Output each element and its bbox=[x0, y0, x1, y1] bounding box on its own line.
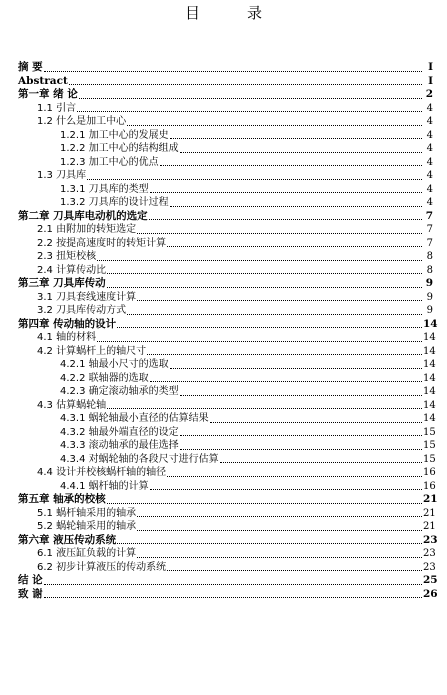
toc-entry-label: 5.1 蜗杆轴采用的轴承 bbox=[37, 507, 137, 519]
toc-entry-page-number: 2 bbox=[425, 88, 433, 100]
dot-leader bbox=[117, 327, 422, 328]
dot-leader bbox=[127, 125, 422, 126]
toc-entry-label: 4.3.3 滚动轴承的最佳选择 bbox=[60, 440, 179, 451]
toc-entry-page-number: 14 bbox=[423, 413, 436, 424]
dot-leader bbox=[137, 557, 422, 558]
toc-entry-page-number: 4 bbox=[426, 129, 433, 141]
toc-entry-label: Abstract bbox=[18, 74, 68, 87]
toc-entry-page-number: 9 bbox=[426, 291, 433, 303]
dot-leader bbox=[44, 597, 422, 598]
dot-leader bbox=[107, 273, 422, 274]
toc-entry-page-number: 7 bbox=[426, 237, 433, 249]
toc-entry-page-number: 15 bbox=[423, 453, 436, 465]
toc-entry-page-number: 8 bbox=[426, 264, 433, 276]
toc-entry-page-number: 14 bbox=[423, 359, 436, 370]
dot-leader bbox=[210, 422, 422, 423]
toc-entry-label: 第四章 传动轴的设计 bbox=[18, 317, 117, 330]
toc-entry-page-number: 14 bbox=[423, 386, 436, 397]
toc-entry-label: 2.3 扭矩校核 bbox=[37, 251, 97, 262]
toc-entry-label: 4.4.1 蜗杆轴的计算 bbox=[60, 480, 149, 492]
toc-entry-page-number: 9 bbox=[425, 277, 433, 289]
toc-entry-label: 2.1 由附加的转矩选定 bbox=[37, 224, 137, 235]
dot-leader bbox=[167, 570, 422, 571]
toc-entry[interactable] bbox=[0, 439, 447, 453]
toc-entry-label: 1.3 刀具库 bbox=[37, 170, 87, 181]
toc-entry-page-number: 14 bbox=[423, 332, 436, 343]
toc-entry-label: 第六章 液压传动系统 bbox=[18, 533, 117, 546]
toc-entry-label: 致 谢 bbox=[18, 587, 43, 600]
dot-leader bbox=[107, 408, 422, 409]
toc-entry-label: 4.2 计算蜗杆上的轴尺寸 bbox=[37, 345, 147, 357]
toc-entry[interactable] bbox=[0, 466, 447, 480]
toc-entry[interactable] bbox=[0, 520, 447, 534]
toc-entry[interactable] bbox=[0, 453, 447, 467]
toc-entry-label: 4.3.4 对蜗轮轴的各段尺寸进行估算 bbox=[60, 453, 219, 465]
toc-entry[interactable] bbox=[0, 534, 447, 548]
toc-entry-label: 摘 要 bbox=[18, 61, 43, 73]
toc-entry-label: 3.2 刀具库传动方式 bbox=[37, 305, 127, 316]
toc-entry-page-number: 4 bbox=[426, 170, 433, 181]
toc-entry[interactable] bbox=[0, 345, 447, 359]
dot-leader bbox=[69, 84, 422, 85]
toc-entry-label: 4.3 估算蜗轮轴 bbox=[37, 399, 107, 411]
dot-leader bbox=[137, 233, 422, 234]
toc-entry-page-number: I bbox=[428, 74, 433, 87]
toc-entry[interactable] bbox=[0, 507, 447, 521]
toc-entry[interactable] bbox=[0, 142, 447, 156]
toc-entry-label: 4.4 设计并校核蜗杆轴的轴径 bbox=[37, 467, 167, 478]
toc-entry-label: 1.2 什么是加工中心 bbox=[37, 116, 127, 127]
toc-entry[interactable] bbox=[0, 102, 447, 116]
toc-entry-label: 4.2.1 轴最小尺寸的选取 bbox=[60, 359, 169, 370]
dot-leader bbox=[170, 138, 422, 139]
dot-leader bbox=[44, 584, 422, 585]
toc-entry[interactable] bbox=[0, 358, 447, 372]
toc-entry-page-number: 15 bbox=[423, 426, 436, 438]
dot-leader bbox=[137, 530, 422, 531]
toc-entry-page-number: 16 bbox=[423, 467, 436, 478]
toc-entry-page-number: 15 bbox=[423, 440, 436, 451]
page-title: 目 录 bbox=[184, 4, 278, 22]
dot-leader bbox=[167, 476, 422, 477]
dot-leader bbox=[180, 449, 422, 450]
toc-entry[interactable] bbox=[0, 493, 447, 507]
toc-entry[interactable] bbox=[0, 196, 447, 210]
toc-entry[interactable] bbox=[0, 115, 447, 129]
toc-entry[interactable] bbox=[0, 331, 447, 345]
toc-entry-label: 1.2.1 加工中心的发展史 bbox=[60, 129, 169, 141]
toc-entry-label: 第一章 绪 论 bbox=[18, 88, 78, 100]
toc-entry-label: 2.2 按提高速度时的转矩计算 bbox=[37, 237, 167, 249]
toc-entry-page-number: 7 bbox=[426, 224, 433, 235]
toc-entry-label: 1.2.2 加工中心的结构组成 bbox=[60, 143, 179, 154]
toc-entry-page-number: 21 bbox=[423, 507, 436, 519]
toc-entry-label: 6.2 初步计算液压的传动系统 bbox=[37, 561, 167, 573]
dot-leader bbox=[107, 503, 422, 504]
toc-entry-label: 4.2.3 确定滚动轴承的类型 bbox=[60, 386, 179, 397]
toc-entry-label: 4.3.1 蜗轮轴最小直径的估算结果 bbox=[60, 413, 209, 424]
toc-entry-page-number: 21 bbox=[423, 493, 438, 505]
toc-entry[interactable] bbox=[0, 547, 447, 561]
toc-entry-page-number: 14 bbox=[423, 317, 438, 330]
dot-leader bbox=[160, 165, 422, 166]
toc-entry-page-number: 8 bbox=[426, 251, 433, 262]
toc-entry[interactable] bbox=[0, 237, 447, 251]
toc-entry-page-number: I bbox=[428, 61, 433, 73]
toc-entry-page-number: 7 bbox=[425, 209, 433, 222]
toc-entry-label: 1.2.3 加工中心的优点 bbox=[60, 156, 159, 168]
dot-leader bbox=[147, 354, 422, 355]
table-of-contents bbox=[0, 61, 447, 601]
toc-entry[interactable] bbox=[0, 304, 447, 318]
dot-leader bbox=[167, 246, 422, 247]
toc-entry-page-number: 23 bbox=[423, 548, 436, 559]
dot-leader bbox=[180, 435, 422, 436]
toc-entry[interactable] bbox=[0, 574, 447, 588]
toc-entry-label: 结 论 bbox=[18, 574, 43, 586]
dot-leader bbox=[79, 98, 422, 99]
toc-entry-page-number: 25 bbox=[423, 574, 438, 586]
dot-leader bbox=[97, 341, 422, 342]
toc-entry-page-number: 16 bbox=[423, 480, 436, 492]
toc-entry[interactable] bbox=[0, 291, 447, 305]
dot-leader bbox=[149, 219, 422, 220]
toc-entry-page-number: 23 bbox=[423, 533, 438, 546]
toc-entry[interactable] bbox=[0, 480, 447, 494]
dot-leader bbox=[180, 395, 422, 396]
toc-entry-label: 3.1 刀具套线速度计算 bbox=[37, 291, 137, 303]
toc-entry[interactable] bbox=[0, 156, 447, 170]
dot-leader bbox=[77, 111, 422, 112]
dot-leader bbox=[97, 260, 422, 261]
toc-entry-page-number: 21 bbox=[423, 521, 436, 532]
toc-entry-page-number: 14 bbox=[423, 399, 436, 411]
toc-entry[interactable] bbox=[0, 372, 447, 386]
dot-leader bbox=[87, 179, 422, 180]
toc-entry-label: 第二章 刀具库电动机的选定 bbox=[18, 209, 148, 222]
toc-entry[interactable] bbox=[0, 588, 447, 602]
toc-entry[interactable] bbox=[0, 277, 447, 291]
toc-entry[interactable] bbox=[0, 183, 447, 197]
dot-leader bbox=[170, 368, 422, 369]
toc-entry-page-number: 4 bbox=[426, 156, 433, 168]
dot-leader bbox=[127, 314, 422, 315]
toc-entry-page-number: 14 bbox=[423, 372, 436, 384]
toc-entry[interactable] bbox=[0, 129, 447, 143]
toc-entry-label: 6.1 液压缸负载的计算 bbox=[37, 548, 137, 559]
dot-leader bbox=[117, 543, 422, 544]
toc-entry[interactable] bbox=[0, 169, 447, 183]
dot-leader bbox=[44, 71, 422, 72]
dot-leader bbox=[150, 489, 422, 490]
dot-leader bbox=[220, 462, 422, 463]
toc-entry[interactable] bbox=[0, 264, 447, 278]
toc-entry[interactable] bbox=[0, 250, 447, 264]
toc-entry-label: 5.2 蜗轮轴采用的轴承 bbox=[37, 521, 137, 532]
toc-entry-label: 1.1 引言 bbox=[37, 102, 77, 114]
toc-entry-page-number: 14 bbox=[423, 345, 436, 357]
toc-entry[interactable] bbox=[0, 75, 447, 89]
dot-leader bbox=[150, 381, 422, 382]
toc-entry-page-number: 23 bbox=[423, 561, 436, 573]
toc-entry[interactable] bbox=[0, 318, 447, 332]
toc-entry[interactable] bbox=[0, 223, 447, 237]
dot-leader bbox=[150, 192, 422, 193]
toc-entry[interactable] bbox=[0, 385, 447, 399]
toc-entry-label: 1.3.1 刀具库的类型 bbox=[60, 183, 149, 195]
toc-entry[interactable] bbox=[0, 426, 447, 440]
dot-leader bbox=[170, 206, 422, 207]
toc-entry-label: 第三章 刀具库传动 bbox=[18, 277, 106, 289]
dot-leader bbox=[180, 152, 422, 153]
dot-leader bbox=[137, 516, 422, 517]
toc-entry-label: 1.3.2 刀具库的设计过程 bbox=[60, 197, 169, 208]
toc-entry-page-number: 9 bbox=[426, 305, 433, 316]
toc-entry-label: 4.1 轴的材料 bbox=[37, 332, 97, 343]
dot-leader bbox=[137, 300, 422, 301]
dot-leader bbox=[107, 287, 422, 288]
toc-entry[interactable] bbox=[0, 61, 447, 75]
toc-entry-page-number: 4 bbox=[426, 197, 433, 208]
toc-entry[interactable] bbox=[0, 210, 447, 224]
toc-entry[interactable] bbox=[0, 412, 447, 426]
toc-entry-page-number: 4 bbox=[426, 116, 433, 127]
toc-entry[interactable] bbox=[0, 399, 447, 413]
toc-entry-page-number: 4 bbox=[426, 143, 433, 154]
toc-entry-page-number: 4 bbox=[426, 102, 433, 114]
toc-entry[interactable] bbox=[0, 561, 447, 575]
toc-entry-label: 4.2.2 联轴器的选取 bbox=[60, 372, 149, 384]
toc-entry-label: 2.4 计算传动比 bbox=[37, 264, 107, 276]
toc-entry-label: 第五章 轴承的校核 bbox=[18, 493, 106, 505]
toc-entry-page-number: 4 bbox=[426, 183, 433, 195]
toc-entry-label: 4.3.2 轴最外端直径的设定 bbox=[60, 426, 179, 438]
toc-entry[interactable] bbox=[0, 88, 447, 102]
toc-entry-page-number: 26 bbox=[423, 587, 438, 600]
